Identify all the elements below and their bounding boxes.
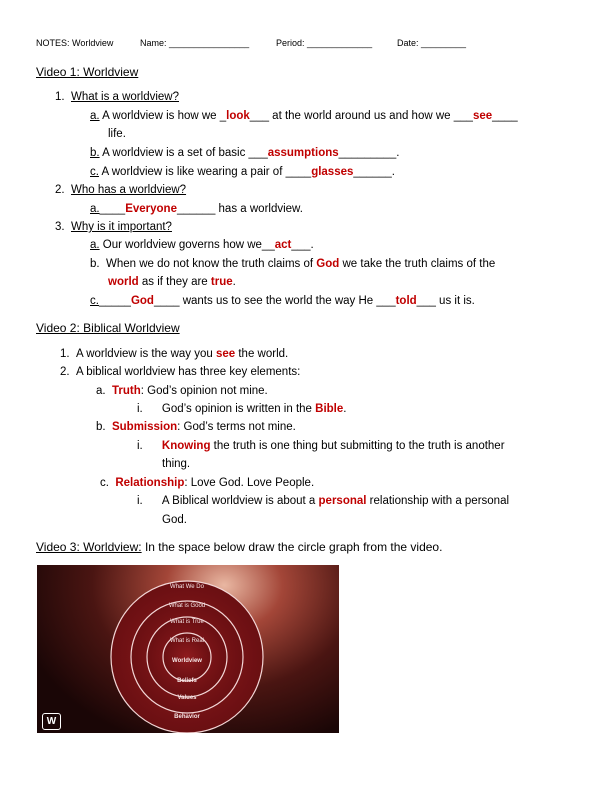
period-field: Period: _____________ [276,38,373,48]
v2-a: a. Truth: God’s opinion not mine. [96,385,268,397]
v2-b: b. Submission: God’s terms not mine. [96,421,296,433]
v2-c-i: i. A Biblical worldview is about a personal relationship with a personal [137,495,510,507]
v2-a-i: i. God’s opinion is written in the Bible. [137,403,347,415]
v2-b-i: i. Knowing the truth is one thing but submitting to the truth is another [137,440,505,452]
v2-item1: 1. A worldview is the way you see the world. [60,348,289,360]
q3-b: b. When we do not know the truth claims of God we take the truth claims of the [90,258,496,270]
label-values: Values [177,695,197,701]
q3-a: a. Our worldview governs how we__act___. [90,239,314,251]
label-what-is-good: What is Good [168,603,206,609]
q1-a: a. A worldview is how we _look___ at the world around us and how we ___see____ [90,110,518,122]
q3-b-cont: world as if they are true. [108,276,236,288]
v2-c-i-cont: God. [162,514,187,526]
label-what-we-do: What We Do [170,584,204,590]
video2-title: Video 2: Biblical Worldview [36,321,180,335]
q3-c: c._____God____ wants us to see the world the way He ___told___ us it is. [90,295,475,307]
q1-b: b. A worldview is a set of basic ___assumptions_________. [90,147,400,159]
circle-graph-svg [37,565,339,733]
q2-a: a.____Everyone______ has a worldview. [90,203,303,215]
q3-heading: 3. Why is it important? [55,221,172,233]
label-what-is-true: What is True [170,619,204,625]
circle-graph-image [37,565,339,733]
label-worldview: Worldview [172,658,202,664]
name-field: Name: ________________ [140,38,250,48]
q2-heading: 2. Who has a worldview? [55,184,187,196]
date-field: Date: _________ [397,38,467,48]
q1-c: c. A worldview is like wearing a pair of ____glasses______. [90,166,395,178]
q1-a-cont: life. [108,128,126,140]
q1-heading: 1. What is a worldview? [55,91,179,103]
v2-b-i-cont: thing. [162,458,191,470]
video3-line: Video 3: Worldview: In the space below draw the circle graph from the video. [36,540,443,554]
label-what-is-real: What is Real [169,638,205,644]
v2-item2: 2. A biblical worldview has three key elements: [60,366,301,378]
video1-title: Video 1: Worldview [36,65,139,79]
label-behavior: Behavior [174,714,200,720]
notes-title: NOTES: Worldview [36,38,114,48]
label-beliefs: Beliefs [177,678,197,684]
video-logo-icon: W [42,713,61,730]
v2-c: c. Relationship: Love God. Love People. [100,477,315,489]
